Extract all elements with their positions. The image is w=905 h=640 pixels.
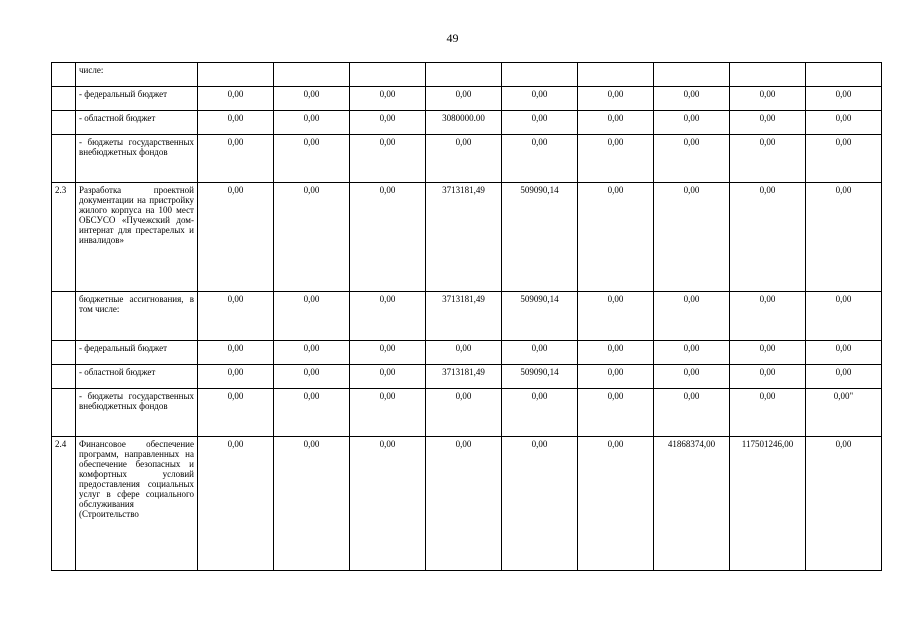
table-row bbox=[52, 341, 882, 365]
value-cell: 0,00 bbox=[654, 365, 730, 389]
value-cell bbox=[502, 63, 578, 87]
row-name-cell: числе: bbox=[76, 63, 198, 87]
value-cell: 0,00 bbox=[274, 389, 350, 437]
value-cell: 0,00 bbox=[198, 87, 274, 111]
value-cell: 0,00 bbox=[806, 437, 882, 571]
table-row bbox=[52, 365, 882, 389]
value-cell: 0,00 bbox=[654, 87, 730, 111]
value-cell: 0,00 bbox=[350, 135, 426, 183]
value-cell: 0,00 bbox=[198, 111, 274, 135]
value-cell: 0,00 bbox=[806, 292, 882, 341]
table-row bbox=[52, 183, 882, 292]
value-cell: 0,00 bbox=[198, 365, 274, 389]
value-cell: 3713181,49 bbox=[426, 183, 502, 292]
row-index-cell: 2.4 bbox=[52, 437, 76, 571]
table-row bbox=[52, 292, 882, 341]
row-index-cell bbox=[52, 135, 76, 183]
value-cell: 3713181,49 bbox=[426, 292, 502, 341]
page-number: 49 bbox=[446, 31, 459, 45]
value-cell: 41868374,00 bbox=[654, 437, 730, 571]
row-name-cell: - областной бюджет bbox=[76, 111, 198, 135]
row-index-cell bbox=[52, 111, 76, 135]
value-cell: 0,00 bbox=[350, 389, 426, 437]
value-cell: 0,00 bbox=[654, 135, 730, 183]
value-cell: 0,00 bbox=[654, 341, 730, 365]
value-cell: 0,00 bbox=[502, 437, 578, 571]
value-cell: 0,00 bbox=[502, 111, 578, 135]
value-cell: 0,00 bbox=[578, 365, 654, 389]
value-cell: 0,00 bbox=[350, 87, 426, 111]
row-name-cell: - бюджеты государственных внебюджетных фондов bbox=[76, 389, 198, 437]
value-cell: 0,00 bbox=[274, 341, 350, 365]
value-cell bbox=[806, 63, 882, 87]
value-cell: 0,00 bbox=[578, 437, 654, 571]
value-cell: 0,00 bbox=[654, 111, 730, 135]
value-cell: 0,00 bbox=[654, 389, 730, 437]
value-cell: 0,00 bbox=[730, 183, 806, 292]
value-cell: 0,00 bbox=[578, 389, 654, 437]
value-cell: 0,00 bbox=[502, 389, 578, 437]
table-row bbox=[52, 87, 882, 111]
value-cell: 509090,14 bbox=[502, 365, 578, 389]
value-cell: 0,00 bbox=[274, 365, 350, 389]
value-cell: 0,00 bbox=[578, 341, 654, 365]
value-cell: 0,00 bbox=[578, 111, 654, 135]
table-row bbox=[52, 135, 882, 183]
value-cell: 0,00 bbox=[274, 292, 350, 341]
value-cell: 0,00 bbox=[350, 341, 426, 365]
value-cell: 0,00 bbox=[350, 292, 426, 341]
value-cell bbox=[198, 63, 274, 87]
row-name-cell: бюджетные ассигнования, в том числе: bbox=[76, 292, 198, 341]
row-index-cell bbox=[52, 292, 76, 341]
value-cell bbox=[730, 63, 806, 87]
value-cell: 0,00 bbox=[806, 341, 882, 365]
value-cell: 0,00 bbox=[274, 87, 350, 111]
value-cell: 3080000.00 bbox=[426, 111, 502, 135]
value-cell: 0,00 bbox=[426, 341, 502, 365]
row-index-cell bbox=[52, 389, 76, 437]
value-cell: 0,00 bbox=[502, 135, 578, 183]
value-cell: 0,00 bbox=[198, 341, 274, 365]
value-cell: 0,00 bbox=[350, 437, 426, 571]
value-cell: 0,00 bbox=[274, 111, 350, 135]
row-index-cell bbox=[52, 365, 76, 389]
value-cell bbox=[350, 63, 426, 87]
value-cell: 0,00 bbox=[198, 183, 274, 292]
value-cell: 0,00 bbox=[730, 341, 806, 365]
row-index-cell: 2.3 bbox=[52, 183, 76, 292]
value-cell: 0,00 bbox=[426, 135, 502, 183]
value-cell: 0,00 bbox=[274, 437, 350, 571]
row-name-cell: - федеральный бюджет bbox=[76, 341, 198, 365]
value-cell bbox=[654, 63, 730, 87]
value-cell: 0,00 bbox=[198, 292, 274, 341]
value-cell: 0,00 bbox=[806, 183, 882, 292]
value-cell: 0,00 bbox=[806, 365, 882, 389]
row-index-cell bbox=[52, 63, 76, 87]
value-cell: 0,00 bbox=[350, 111, 426, 135]
table-row bbox=[52, 111, 882, 135]
value-cell: 0,00 bbox=[730, 292, 806, 341]
value-cell: 0,00 bbox=[578, 135, 654, 183]
value-cell: 0,00 bbox=[350, 365, 426, 389]
table-row bbox=[52, 437, 882, 571]
value-cell bbox=[578, 63, 654, 87]
row-index-cell bbox=[52, 341, 76, 365]
budget-table bbox=[51, 62, 882, 571]
value-cell: 0,00 bbox=[350, 183, 426, 292]
value-cell: 0,00 bbox=[730, 365, 806, 389]
row-name-cell: - бюджеты государственных внебюджетных фондов bbox=[76, 135, 198, 183]
value-cell: 0,00 bbox=[426, 87, 502, 111]
value-cell: 3713181,49 bbox=[426, 365, 502, 389]
value-cell bbox=[274, 63, 350, 87]
value-cell: 0,00 bbox=[654, 183, 730, 292]
table-row bbox=[52, 63, 882, 87]
value-cell: 0,00 bbox=[274, 135, 350, 183]
row-name-cell: Финансовое обеспечение программ, направленных на обеспечение безопасных и комфортных условий предоставления социальных услуг в сфере социального обслуживания (Строительство bbox=[76, 437, 198, 571]
value-cell: 509090,14 bbox=[502, 183, 578, 292]
value-cell: 0,00 bbox=[730, 389, 806, 437]
value-cell: 0,00 bbox=[654, 292, 730, 341]
value-cell: 0,00 bbox=[198, 437, 274, 571]
value-cell: 509090,14 bbox=[502, 292, 578, 341]
value-cell: 0,00 bbox=[502, 341, 578, 365]
value-cell: 0,00 bbox=[274, 183, 350, 292]
row-name-cell: - областной бюджет bbox=[76, 365, 198, 389]
value-cell: 117501246,00 bbox=[730, 437, 806, 571]
value-cell: 0,00 bbox=[730, 87, 806, 111]
value-cell: 0,00 bbox=[730, 135, 806, 183]
value-cell: 0,00 bbox=[426, 437, 502, 571]
value-cell: 0,00 bbox=[578, 183, 654, 292]
table-row bbox=[52, 389, 882, 437]
row-index-cell bbox=[52, 87, 76, 111]
value-cell: 0,00" bbox=[806, 389, 882, 437]
row-name-cell: Разработка проектной документации на пристройку жилого корпуса на 100 мест ОБСУСО «Пучежский дом-интернат для престарелых и инвалидов» bbox=[76, 183, 198, 292]
value-cell: 0,00 bbox=[806, 87, 882, 111]
value-cell: 0,00 bbox=[806, 135, 882, 183]
value-cell: 0,00 bbox=[730, 111, 806, 135]
value-cell: 0,00 bbox=[198, 135, 274, 183]
budget-table-body bbox=[52, 63, 882, 571]
row-name-cell: - федеральный бюджет bbox=[76, 87, 198, 111]
value-cell: 0,00 bbox=[578, 87, 654, 111]
value-cell: 0,00 bbox=[426, 389, 502, 437]
value-cell: 0,00 bbox=[502, 87, 578, 111]
value-cell: 0,00 bbox=[806, 111, 882, 135]
value-cell: 0,00 bbox=[578, 292, 654, 341]
value-cell: 0,00 bbox=[198, 389, 274, 437]
value-cell bbox=[426, 63, 502, 87]
